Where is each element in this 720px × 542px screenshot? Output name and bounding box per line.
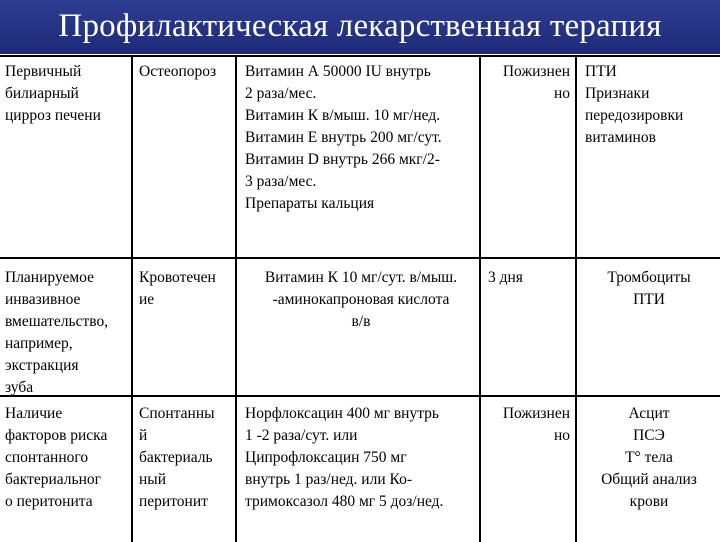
cell-therapy: Витамин К 10 мг/сут. в/мыш. -аминокапроновая кислота в/в	[264, 269, 458, 330]
cell-complication: Остеопороз	[139, 63, 217, 80]
cell-monitoring: Асцит ПСЭ Т° тела Общий анализ крови	[601, 405, 697, 510]
column-divider	[575, 57, 577, 542]
cell-therapy: Норфлоксацин 400 мг внутрь 1 -2 раза/сут. или Ципрофлоксацин 750 мг внутрь 1 раз/нед. или Ко- тримоксазол 480 мг 5 доз/нед.	[245, 405, 444, 510]
cell-condition: Первичный билиарный цирроз печени	[5, 63, 101, 124]
cell-monitoring: Тромбоциты ПТИ	[607, 269, 691, 308]
therapy-table	[0, 55, 720, 540]
cell-duration: Пожизнен но	[502, 63, 570, 102]
cell-monitoring: ПТИ Признаки передозировки витаминов	[585, 63, 684, 146]
cell-condition: Наличие факторов риска спонтанного бактериальног о перитонита	[5, 405, 108, 510]
title-bar	[0, 0, 720, 54]
row-divider	[0, 257, 720, 259]
column-divider	[235, 57, 237, 542]
page-title: Профилактическая лекарственная терапия	[58, 8, 662, 44]
cell-duration: 3 дня	[488, 269, 523, 286]
cell-complication: Спонтанны й бактериаль ный перитонит	[139, 405, 215, 510]
cell-condition: Планируемое инвазивное вмешательство, например, экстракция зуба	[5, 269, 109, 396]
cell-duration: Пожизнен но	[502, 405, 570, 444]
cell-complication: Кровотечен ие	[139, 269, 216, 308]
column-divider	[131, 57, 133, 542]
column-divider	[479, 57, 481, 542]
cell-therapy: Витамин А 50000 IU внутрь 2 раза/мес. Витамин К в/мыш. 10 мг/нед. Витамин Е внутрь 200 мг/сут. Витамин D внутрь 266 мкг/2- 3 раза/мес. Препараты кальция	[245, 63, 442, 212]
